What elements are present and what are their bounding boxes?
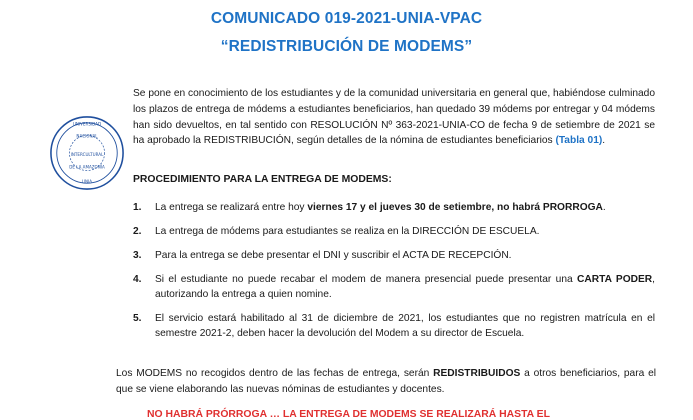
list-item — [133, 272, 655, 302]
list-item — [133, 248, 655, 263]
procedure-steps — [133, 200, 655, 341]
warning-notice: NO HABRÁ PRÓRROGA … LA ENTREGA DE MODEMS SE REALIZARÁ HASTA EL — [147, 409, 550, 420]
closing-paragraph — [116, 366, 656, 397]
intro-text-end: . — [602, 135, 606, 147]
list-item — [133, 200, 655, 215]
seal-line: UNIA — [81, 179, 93, 185]
university-seal-icon — [48, 114, 126, 192]
intro-text: Se pone en conocimiento de los estudiantes y de la comunidad universitaria en general que, habiéndose culminado los plazos de entrega de módems a estudiantes beneficiarios, han quedado 39 módems por entregar y 04 módems han sido devueltos, en tal sentido con RESOLUCIÓN Nº 363-2021-UNIA-CO de fecha 9 de setiembre de 2021 se ha aprobado la REDISTRIBUCIÓN, según detalles de la nómina de estudiantes beneficiarios — [133, 88, 655, 147]
step-text: Si el estudiante no puede recabar el modem de manera presencial puede presentar una — [155, 274, 578, 285]
table-reference: (Tabla 01) — [555, 135, 603, 147]
seal-line: NACIONAL — [76, 133, 98, 139]
step-text: La entrega de módems para estudiantes se realiza en la DIRECCIÓN DE ESCUELA. — [155, 226, 540, 237]
procedure-heading: PROCEDIMIENTO PARA LA ENTREGA DE MODEMS: — [133, 174, 392, 185]
seal-line: INTERCULTURAL — [70, 151, 104, 157]
step-number: 2. — [133, 226, 142, 237]
closing-text: Los MODEMS no recogidos dentro de las fechas de entrega, serán — [116, 368, 434, 379]
seal-line: DE LA AMAZONÍA — [69, 164, 105, 170]
step-text-end: . — [602, 202, 606, 213]
step-text: El servicio estará habilitado al 31 de diciembre de 2021, los estudiantes que no registren matrícula en el semestre 2021-2, deben hacer la devolución del Modem a su director de Escuela. — [155, 313, 655, 339]
step-text-bold: CARTA PODER — [577, 274, 653, 285]
step-text-bold: viernes 17 y el jueves 30 de setiembre, no habrá PRORROGA — [307, 202, 603, 213]
seal-line: UNIVERSIDAD — [72, 121, 102, 127]
step-text-end: , autorizando la entrega a quien nomine. — [155, 274, 655, 300]
list-item — [133, 311, 655, 341]
step-number: 4. — [133, 274, 142, 285]
intro-paragraph — [133, 86, 655, 149]
step-number: 5. — [133, 313, 142, 324]
page-title: COMUNICADO 019-2021-UNIA-VPAC — [210, 10, 483, 27]
closing-text-end: a otros beneficiarios, para el que se viene elaborando las nuevas nóminas de estudiantes y docentes. — [116, 368, 656, 395]
step-text: Para la entrega se debe presentar el DNI y suscribir el ACTA DE RECEPCIÓN. — [155, 250, 512, 261]
closing-text-bold: REDISTRIBUIDOS — [433, 368, 521, 379]
step-number: 3. — [133, 250, 142, 261]
step-text: La entrega se realizará entre hoy — [155, 202, 308, 213]
step-number: 1. — [133, 202, 142, 213]
page-subtitle: “REDISTRIBUCIÓN DE MODEMS” — [220, 38, 473, 55]
list-item — [133, 224, 655, 239]
